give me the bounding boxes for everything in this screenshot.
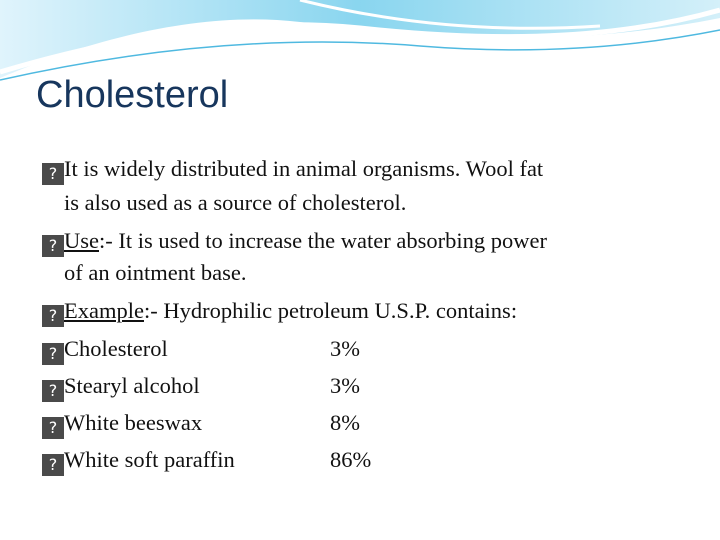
ingredient-name: White soft paraffin (64, 447, 235, 472)
slide-title: Cholesterol (36, 74, 229, 116)
ingredient-name: Cholesterol (64, 336, 168, 361)
use-label: Use (64, 228, 99, 253)
bullet-text: It is widely distributed in animal organisms. Wool fat (64, 156, 544, 181)
ingredient-name: Stearyl alcohol (64, 373, 200, 398)
bullet-icon: ? (42, 343, 64, 365)
ingredient-row (42, 410, 682, 439)
bullet-icon: ? (42, 380, 64, 402)
bullet-icon: ? (42, 454, 64, 476)
example-label: Example (64, 298, 144, 323)
bullet-icon: ? (42, 163, 64, 185)
bullet-icon: ? (42, 417, 64, 439)
ingredient-value: 3% (330, 373, 360, 398)
bullet-continuation: is also used as a source of cholesterol. (64, 190, 407, 215)
bullet-icon: ? (42, 305, 64, 327)
bullet-text: :- It is used to increase the water absorbing power (99, 228, 547, 253)
bullet-line (42, 298, 517, 327)
ingredient-value: 3% (330, 336, 360, 361)
ingredient-name: White beeswax (64, 410, 203, 435)
ingredient-value: 86% (330, 447, 372, 472)
ingredient-row (42, 336, 682, 365)
ingredient-row (42, 447, 682, 476)
bullet-line (42, 156, 543, 185)
bullet-continuation: of an ointment base. (64, 260, 247, 285)
bullet-text: :- Hydrophilic petroleum U.S.P. contains: (143, 298, 518, 323)
ingredient-value: 8% (330, 410, 360, 435)
bullet-icon: ? (42, 235, 64, 257)
bullet-line (42, 228, 547, 257)
ingredient-row (42, 373, 682, 402)
